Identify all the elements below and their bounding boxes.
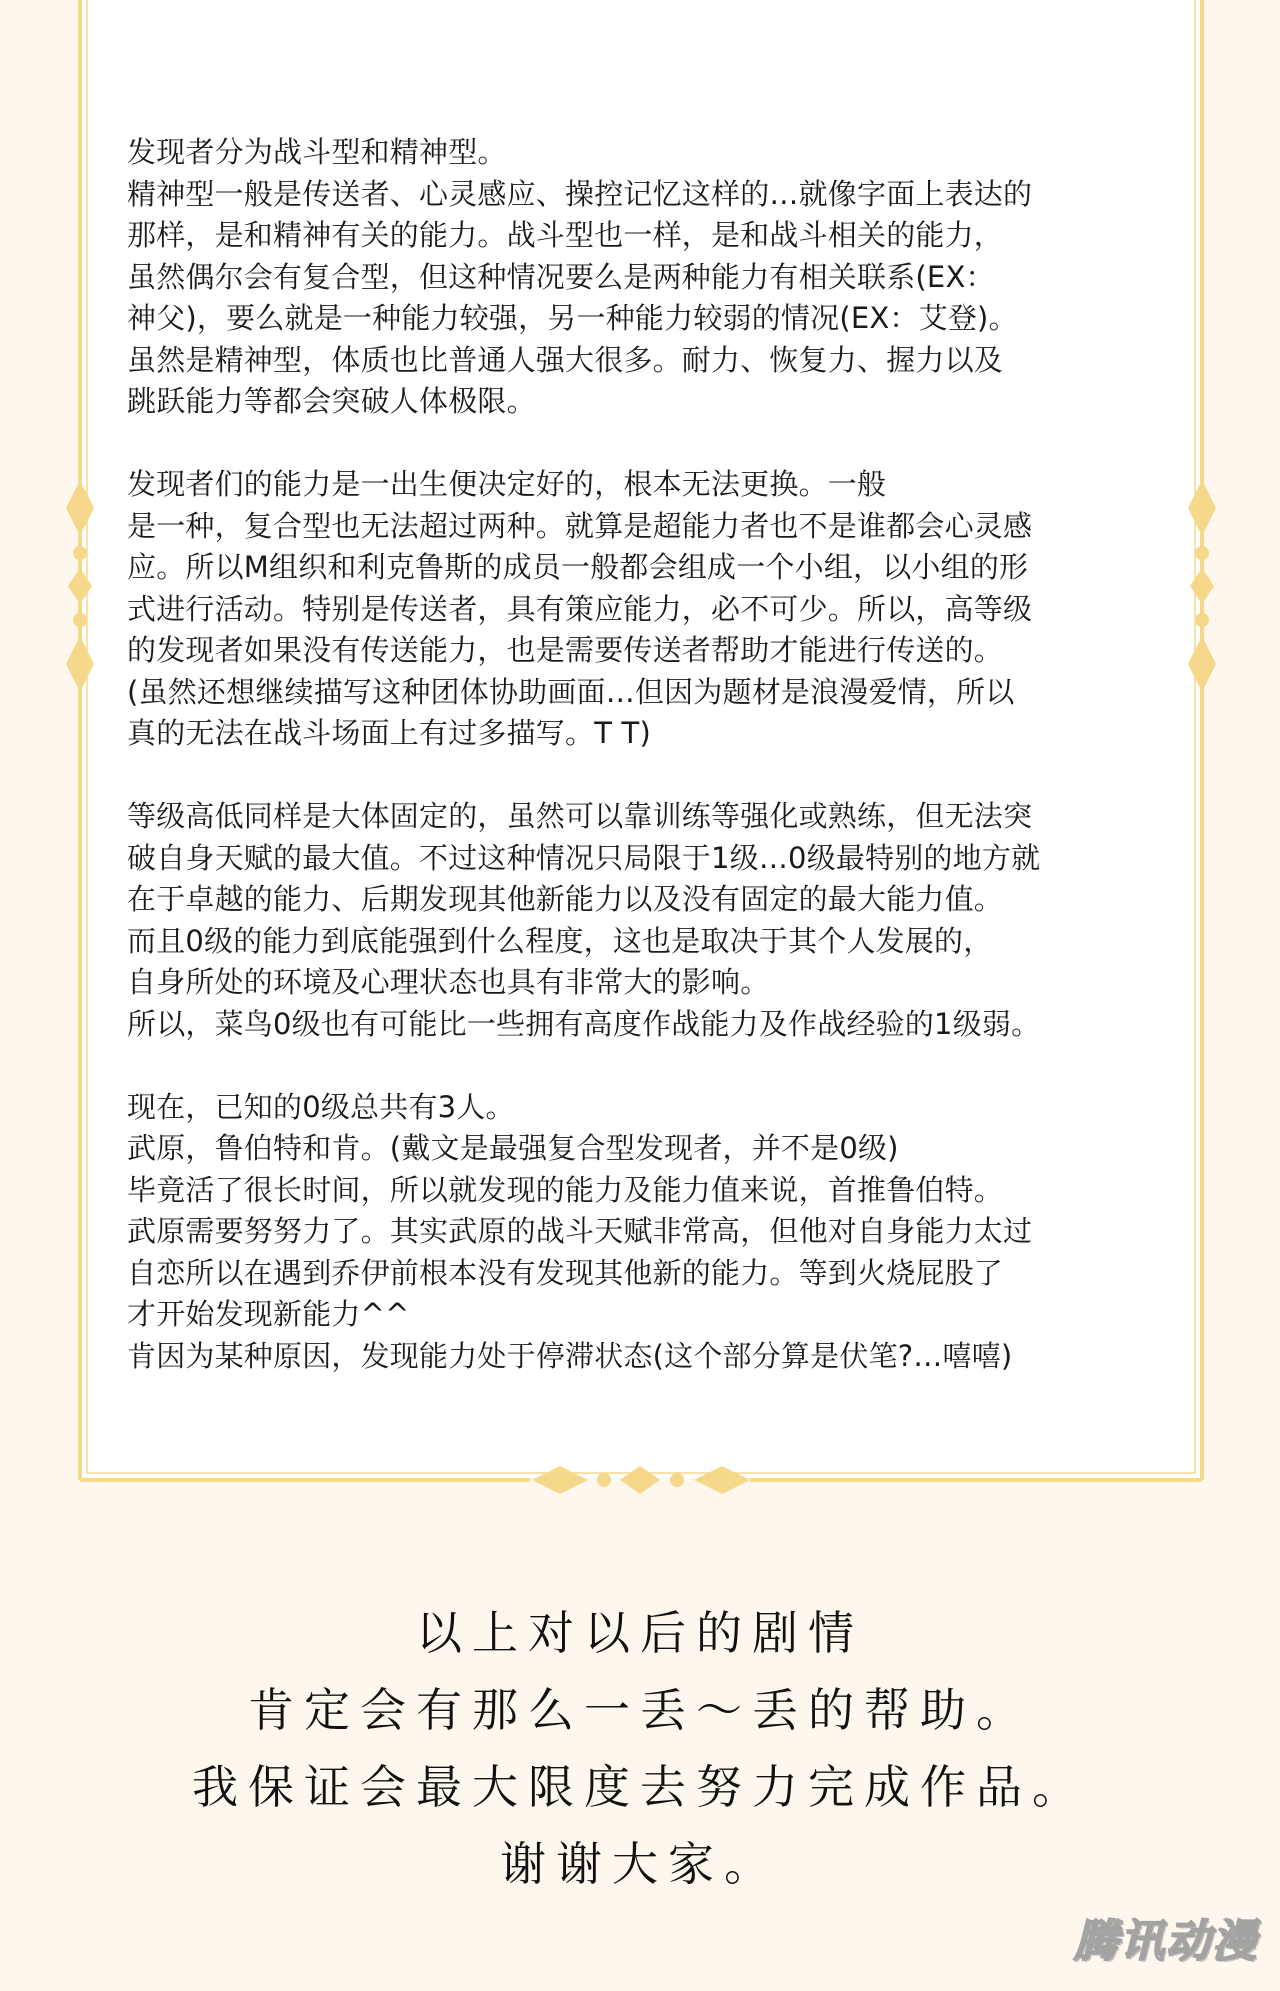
text-line: 而且0级的能力到底能强到什么程度，这也是取决于其个人发展的， <box>127 923 993 958</box>
text-line: 应。所以M组织和利克鲁斯的成员一般都会组成一个小组，以小组的形 <box>127 550 1029 584</box>
closing-message <box>0 1595 1280 1903</box>
text-line: 武原，鲁伯特和肯。(戴文是最强复合型发现者，并不是0级) <box>127 1131 899 1165</box>
text-line: 跳跃能力等都会突破人体极限。 <box>127 384 536 418</box>
text-line: 肯因为某种原因，发现能力处于停滞状态(这个部分算是伏笔?…嘻嘻) <box>127 1338 1013 1373</box>
text-line: 等级高低同样是大体固定的，虽然可以靠训练等强化或熟练，但无法突 <box>127 799 1033 833</box>
closing-line: 以上对以后的剧情 <box>416 1606 864 1660</box>
text-line: 自身所处的环境及心理状态也具有非常大的影响。 <box>127 965 770 999</box>
text-line: 发现者分为战斗型和精神型。 <box>127 135 507 169</box>
text-line: 破自身天赋的最大值。不过这种情况只局限于1级…0级最特别的地方就 <box>127 840 1041 875</box>
notes-paragraph-4 <box>127 1087 1167 1378</box>
text-line: 发现者们的能力是一出生便决定好的，根本无法更换。一般 <box>127 467 887 501</box>
text-line: 虽然是精神型，体质也比普通人强大很多。耐力、恢复力、握力以及 <box>127 342 1004 377</box>
text-line: 虽然偶尔会有复合型，但这种情况要么是两种能力有相关联系(EX： <box>127 259 995 294</box>
text-line: 自恋所以在遇到乔伊前根本没有发现其他新的能力。等到火烧屁股了 <box>127 1255 1004 1290</box>
text-line: 是一种，复合型也无法超过两种。就算是超能力者也不是谁都会心灵感 <box>127 508 1033 543</box>
text-line: 式进行活动。特别是传送者，具有策应能力，必不可少。所以，高等级 <box>127 591 1033 626</box>
text-line: 在于卓越的能力、后期发现其他新能力以及没有固定的最大能力值。 <box>127 882 1004 916</box>
notes-paragraph-2 <box>127 464 1167 755</box>
text-line: 武原需要努努力了。其实武原的战斗天赋非常高，但他对自身能力太过 <box>127 1214 1033 1248</box>
author-notes <box>127 132 1167 1419</box>
watermark-logo: 腾讯动漫 <box>1074 1916 1258 1967</box>
text-line: 才开始发现新能力^^ <box>127 1297 410 1331</box>
notes-paragraph-1 <box>127 132 1167 423</box>
text-line: 神父)，要么就是一种能力较强，另一种能力较弱的情况(EX：艾登)。 <box>127 301 1018 335</box>
closing-line: 谢谢大家。 <box>500 1837 780 1891</box>
text-line: 真的无法在战斗场面上有过多描写。T T) <box>127 716 651 750</box>
closing-line: 我保证会最大限度去努力完成作品。 <box>192 1760 1088 1814</box>
notes-paragraph-3 <box>127 796 1167 1045</box>
text-line: 那样，是和精神有关的能力。战斗型也一样，是和战斗相关的能力， <box>127 218 1004 252</box>
text-line: 毕竟活了很长时间，所以就发现的能力及能力值来说，首推鲁伯特。 <box>127 1172 1004 1207</box>
text-line: (虽然还想继续描写这种团体协助画面…但因为题材是浪漫爱情，所以 <box>127 674 1015 709</box>
text-line: 所以，菜鸟0级也有可能比一些拥有高度作战能力及作战经验的1级弱。 <box>127 1006 1041 1041</box>
closing-line: 肯定会有那么一丢～丢的帮助。 <box>248 1683 1032 1737</box>
text-line: 的发现者如果没有传送能力，也是需要传送者帮助才能进行传送的。 <box>127 633 1004 667</box>
text-line: 精神型一般是传送者、心灵感应、操控记忆这样的…就像字面上表达的 <box>127 176 1033 211</box>
text-line: 现在，已知的0级总共有3人。 <box>127 1089 515 1124</box>
